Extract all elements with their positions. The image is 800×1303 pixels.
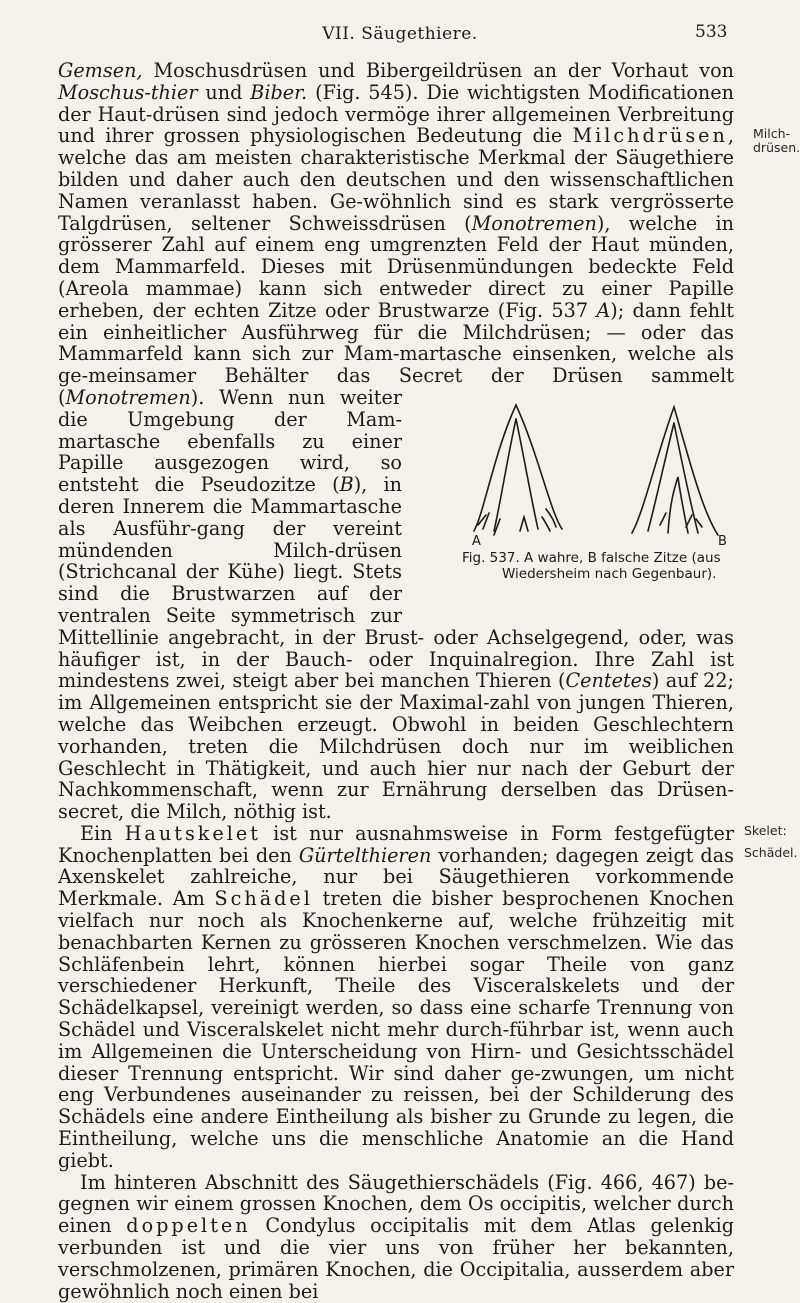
body-text xyxy=(58,60,734,1302)
text-run: Im hinteren Abschnitt des Säugethierschädels (Fig. 466, 467) be-gegnen wir einem grossen Knochen, dem Os occipitis, welcher durch einen xyxy=(58,1170,734,1238)
teat-a-duct xyxy=(520,517,528,531)
text-run: ); dann fehlt ein einheitlicher Ausführweg für die Milchdrüsen; — oder das Mammarfeld kann sich zur Mam-martasche einsenken, welche als ge-meinsamer Behälter das Secret der Drüsen sammelt ( xyxy=(58,298,735,409)
text-run: Moschusdrüsen und Bibergeildrüsen an der Vorhaut von xyxy=(142,59,734,82)
text-run: , welche das am meisten charakteristische Merkmal der Säugethiere bilden und daher auch den deutschen und den wissenschaftlichen Namen veranlasst haben. Ge-wöhnlich sind es stark vergrösserte Talgdrüsen, seltener Schweissdrüsen ( xyxy=(58,124,734,235)
margin-note-schaedel: Schädel. xyxy=(744,845,798,860)
text-run: ) auf 22; im Allgemeinen entspricht sie der Maximal-zahl von jungen Thieren, welche das Weibchen erzeugt. Obwohl in beiden Geschlechtern vorhanden, treten die Milchdrüsen doch nur im weiblichen Geschlecht in Thätigkeit, und auch hier nur nach der Geburt der Nachkommenschaft, wenn zur Ernährung derselben das Drüsen-secret, die Milch, nöthig ist. xyxy=(58,669,735,824)
teat-a-inner-left xyxy=(494,419,516,531)
teat-a-inner-right xyxy=(516,419,538,529)
term-monotremen-2: Monotremen xyxy=(65,385,191,409)
figure-label-b: B xyxy=(718,533,727,549)
text-run: vorhanden; dagegen zeigt das Axenskelet zahlreiche, nur bei Säugethieren vorkommende Merkmale. Am xyxy=(58,843,735,911)
term-guertelthieren: Gürtelthieren xyxy=(298,843,432,867)
running-header-title: VII. Säugethiere. xyxy=(322,24,478,44)
term-biber: Biber. xyxy=(250,80,308,104)
figure-537 xyxy=(412,393,736,615)
ref-b: B xyxy=(339,473,354,497)
margin-note-druesen: drüsen. xyxy=(753,140,800,155)
figure-caption-line-2: Wiedersheim nach Gegenbaur). xyxy=(502,565,717,582)
text-run: (Fig. 545). Die wichtigsten Modificationen der Haut-drüsen sind jedoch vermöge ihrer allgemeinen Verbreitung und ihrer grossen physiologischen Bedeutung die xyxy=(58,80,734,148)
term-milchdruesen: Milchdrüsen xyxy=(572,124,728,148)
figure-label-a: A xyxy=(472,533,481,549)
paragraph-hautskelet xyxy=(58,823,734,1172)
page-number: 533 xyxy=(695,22,728,42)
text-run: Ein xyxy=(80,821,125,845)
text-run: ), welche in grösserer Zahl auf einem eng umgrenzten Feld der Haut münden, dem Mammarfeld. Dieses mit Drüsenmündungen bedeckte Feld (Areola mammae) kann sich entweder direct zu einer Papille erheben, der echten Zitze oder Brustwarze (Fig. 537 xyxy=(58,211,734,322)
figure-caption-line-1: Fig. 537. A wahre, B falsche Zitze (aus xyxy=(462,549,721,566)
text-run: und xyxy=(197,80,251,104)
text-run: ). Wenn nun weiter die Umgebung der Mam-martasche ebenfalls zu einer Papille ausgezogen wird, so entsteht die Pseudozitze ( xyxy=(58,385,402,497)
text-run: treten die bisher besprochenen Knochen vielfach nur noch als Knochenkerne auf, welche frühzeitig mit benachbarten Kernen zu grösseren Knochen verschmelzen. Wie das Schläfenbein lehrt, können hierbei sogar Theile von ganz verschiedener Herkunft, Theile des Visceralskelets und der Schädelkapsel, vereinigt werden, so dass eine scharfe Trennung von Schädel und Visceralskelet nicht mehr durch-führbar ist, wenn auch im Allgemeinen die Unterscheidung von Hirn- und Gesichtsschädel dieser Trennung entspricht. Wir sind daher ge-zwungen, um nicht eng Verbundenes auseinander zu reissen, bei der Schilderung des Schädels eine andere Eintheilung als bisher zu Grunde zu legen, die Eintheilung, welche uns die menschliche Anatomie an die Hand giebt. xyxy=(58,887,734,1172)
paragraph-milchdruesen xyxy=(58,60,734,823)
text-run: Condylus occipitalis mit dem Atlas gelenkig verbunden ist und die vier uns von früher her bekannten, verschmolzenen, primären Knochen, die Occipitalia, ausserdem aber gewöhnlich noch einen bei xyxy=(58,1214,734,1303)
paragraph-occipitis xyxy=(58,1172,734,1303)
margin-note-skelet: Skelet: xyxy=(744,823,787,838)
margin-note-milch: Milch- xyxy=(753,126,791,141)
term-schaedel: Schädel xyxy=(214,887,313,911)
term-moschusthier: Moschus-thier xyxy=(58,80,198,104)
term-doppelten: doppelten xyxy=(126,1214,251,1238)
term-centetes: Centetes xyxy=(565,669,652,693)
teat-b-canal xyxy=(668,477,688,533)
text-run: ist nur ausnahmsweise in Form festgefügter Knochenplatten bei den xyxy=(58,821,734,867)
figure-caption xyxy=(462,550,742,582)
text-run: ), in deren Innerem die Mammartasche als Ausführ-gang der vereint mündenden Milch-drüsen (Strichcanal der Kühe) liegt. Stets sind die Brustwarzen auf der ventralen Seite symmetrisch zur Mittellinie angebracht, in der Brust- oder Achselgegend, oder, was häufiger ist, in der Bauch- oder Inquinalregion. Ihre Zahl ist mindestens zwei, steigt aber bei manchen Thieren ( xyxy=(58,473,734,693)
term-gemsen: Gemsen, xyxy=(58,59,143,82)
ref-a: A xyxy=(596,298,611,322)
term-hautskelet: Hautskelet xyxy=(124,821,261,845)
term-monotremen: Monotremen xyxy=(471,211,597,235)
